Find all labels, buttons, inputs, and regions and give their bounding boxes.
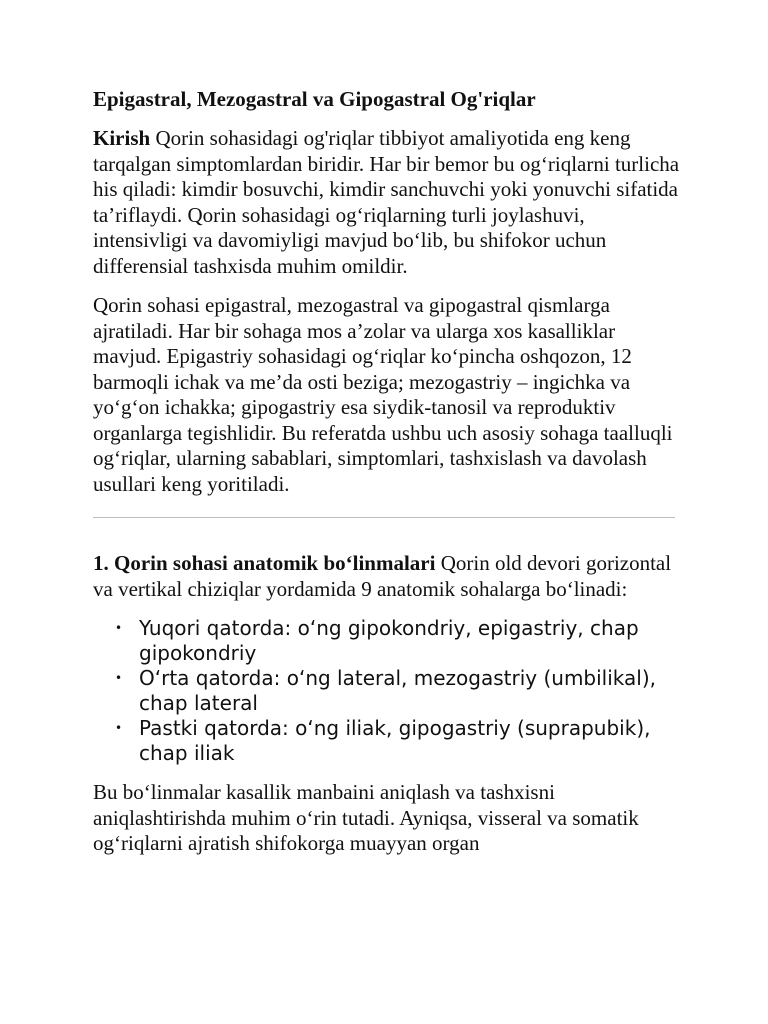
- bullet-icon: •: [115, 621, 123, 635]
- regions-paragraph: Qorin sohasi epigastral, mezogastral va gipogastral qismlarga ajratiladi. Har bir sohaga mos a’zolar va ularga xos kasalliklar mavjud. Epigastriy sohasidagi og‘riqlar ko‘pincha oshqozon, 12 barmoqli ichak va me’da osti beziga; mezogastriy – ingichka va yo‘g‘on ichakka; gipogastriy esa siydik-tanosil va reproduktiv organlarga tegishlidir. Bu referatda ushbu uch asosiy sohaga taalluqli og‘riqlar, ularning sabablari, simptomlari, tashxislash va davolash usullari keng yoritiladi.: [93, 293, 673, 496]
- section-divider: [93, 517, 675, 518]
- after-list-paragraph: Bu bo‘linmalar kasallik manbaini aniqlash va tashxisni aniqlashtirishda muhim o‘rin tutadi. Ayniqsa, visseral va somatik og‘riqlarni ajratish shifokorga muayyan organ: [93, 780, 639, 855]
- intro-text: Qorin sohasidagi og'riqlar tibbiyot amaliyotida eng keng tarqalgan simptomlardan biridir. Har bir bemor bu og‘riqlarni turlicha his qiladi: kimdir bosuvchi, kimdir sanchuvchi yoki yonuvchi sifatida ta’riflaydi. Qorin sohasidagi og‘riqlarning turli joylashuvi, intensivligi va davomiyligi mavjud bo‘lib, bu shifokor uchun differensial tashxisda muhim omildir.: [93, 126, 680, 278]
- document-page: [93, 86, 683, 871]
- list-item: [115, 666, 683, 716]
- intro-lead: Kirish: [93, 126, 151, 150]
- section-1-text: Qorin old devori gorizontal va vertikal chiziqlar yordamida 9 anatomik sohalarga bo‘linadi:: [93, 551, 672, 601]
- bullet-icon: •: [115, 671, 123, 685]
- list-item-text: O‘rta qatorda: o‘ng lateral, mezogastriy (umbilikal), chap lateral: [139, 666, 656, 715]
- list-item-text: Yuqori qatorda: o‘ng gipokondriy, epigastriy, chap gipokondriy: [139, 616, 639, 665]
- bullet-icon: •: [115, 721, 123, 735]
- section-1-paragraph: [93, 551, 683, 602]
- list-item: [115, 716, 683, 766]
- anatomic-regions-list: [93, 616, 683, 766]
- document-title: Epigastral, Mezogastral va Gipogastral Og'riqlar: [93, 87, 536, 111]
- section-1-heading: 1. Qorin sohasi anatomik bo‘linmalari: [93, 551, 436, 575]
- list-item-text: Pastki qatorda: o‘ng iliak, gipogastriy (suprapubik), chap iliak: [139, 716, 651, 765]
- intro-paragraph: [93, 126, 683, 279]
- list-item: [115, 616, 683, 666]
